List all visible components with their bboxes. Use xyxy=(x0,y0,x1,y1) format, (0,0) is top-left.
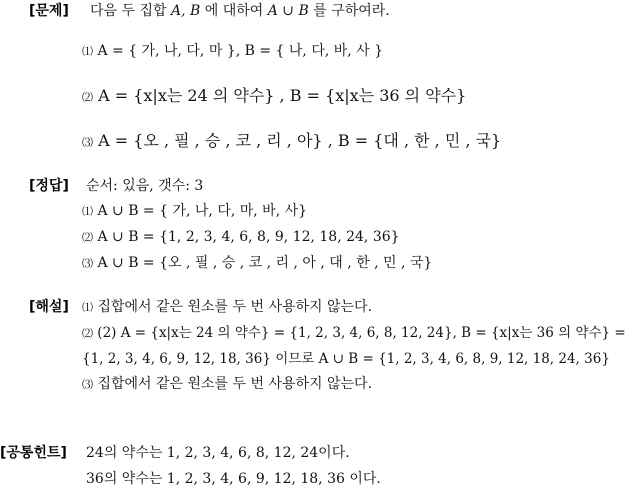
item-number: ⑶ xyxy=(82,378,93,391)
separator: , xyxy=(322,131,338,150)
item-number: ⑶ xyxy=(82,136,93,149)
hint-tag: [공통힌트] xyxy=(0,445,67,461)
answer-text: A ∪ B = {1, 2, 3, 4, 6, 8, 9, 12, 18, 24, 36} xyxy=(97,229,400,245)
set-a: A = { 가, 나, 다, 마 } xyxy=(97,43,236,59)
answer-item-3 xyxy=(82,254,432,273)
stem-vars: A, B xyxy=(170,3,201,19)
problem-tag: [문제] xyxy=(29,3,69,19)
separator: , xyxy=(274,86,290,105)
stem-expr: A ∪ B xyxy=(267,3,309,19)
problem-stem xyxy=(90,2,390,20)
stem-pre: 다음 두 집합 xyxy=(90,3,171,19)
separator: , xyxy=(235,43,245,59)
set-b: B = {x|x는 36 의 약수} xyxy=(289,86,467,105)
stem-post: 를 구하여라. xyxy=(308,3,390,19)
item-number: ⑵ xyxy=(82,231,93,244)
answer-text: A ∪ B = { 가, 나, 다, 마, 바, 사} xyxy=(97,203,308,219)
answer-tag: [정답] xyxy=(29,178,69,194)
hint-line-2: 36의 약수는 1, 2, 3, 4, 6, 9, 12, 18, 36 이다. xyxy=(86,471,381,487)
solution-line-3: {1, 2, 3, 4, 6, 9, 12, 18, 36} 이므로 A ∪ B = {1, 2, 3, 4, 6, 8, 9, 12, 18, 24, 36} xyxy=(82,351,610,367)
set-b: B = {대 , 한 , 민 , 국} xyxy=(337,131,502,150)
item-number: ⑵ xyxy=(82,327,93,340)
solution-text: 집합에서 같은 원소를 두 번 사용하지 않는다. xyxy=(97,299,373,315)
solution-text: (2) A = {x|x는 24 의 약수} = {1, 2, 3, 4, 6, 8, 12, 24}, B = {x|x는 36 의 약수} = xyxy=(97,325,626,341)
item-number: ⑵ xyxy=(82,91,93,104)
set-a: A = {x|x는 24 의 약수} xyxy=(98,86,275,105)
solution-line-2 xyxy=(82,324,626,343)
solution-tag: [해설] xyxy=(29,299,69,315)
stem-mid: 에 대하여 xyxy=(200,3,268,19)
set-a: A = {오 , 필 , 승 , 코 , 리 , 아} xyxy=(98,131,323,150)
problem-item-1 xyxy=(82,42,383,61)
problem-item-3 xyxy=(82,132,501,152)
item-number: ⑴ xyxy=(82,45,93,58)
solution-line-4 xyxy=(82,375,372,394)
problem-item-2 xyxy=(82,87,466,107)
answer-item-1 xyxy=(82,202,307,221)
answer-first-line: 순서: 있음, 갯수: 3 xyxy=(86,178,204,194)
item-number: ⑶ xyxy=(82,257,93,270)
set-b: B = { 나, 다, 바, 사 } xyxy=(244,43,384,59)
answer-item-2 xyxy=(82,228,400,247)
solution-text: 집합에서 같은 원소를 두 번 사용하지 않는다. xyxy=(97,376,373,392)
item-number: ⑴ xyxy=(82,205,93,218)
solution-line-1 xyxy=(82,298,372,317)
answer-text: A ∪ B = {오 , 필 , 승 , 코 , 리 , 아 , 대 , 한 , 민 , 국} xyxy=(97,255,433,271)
item-number: ⑴ xyxy=(82,301,93,314)
hint-line-1: 24의 약수는 1, 2, 3, 4, 6, 8, 12, 24이다. xyxy=(86,445,350,461)
